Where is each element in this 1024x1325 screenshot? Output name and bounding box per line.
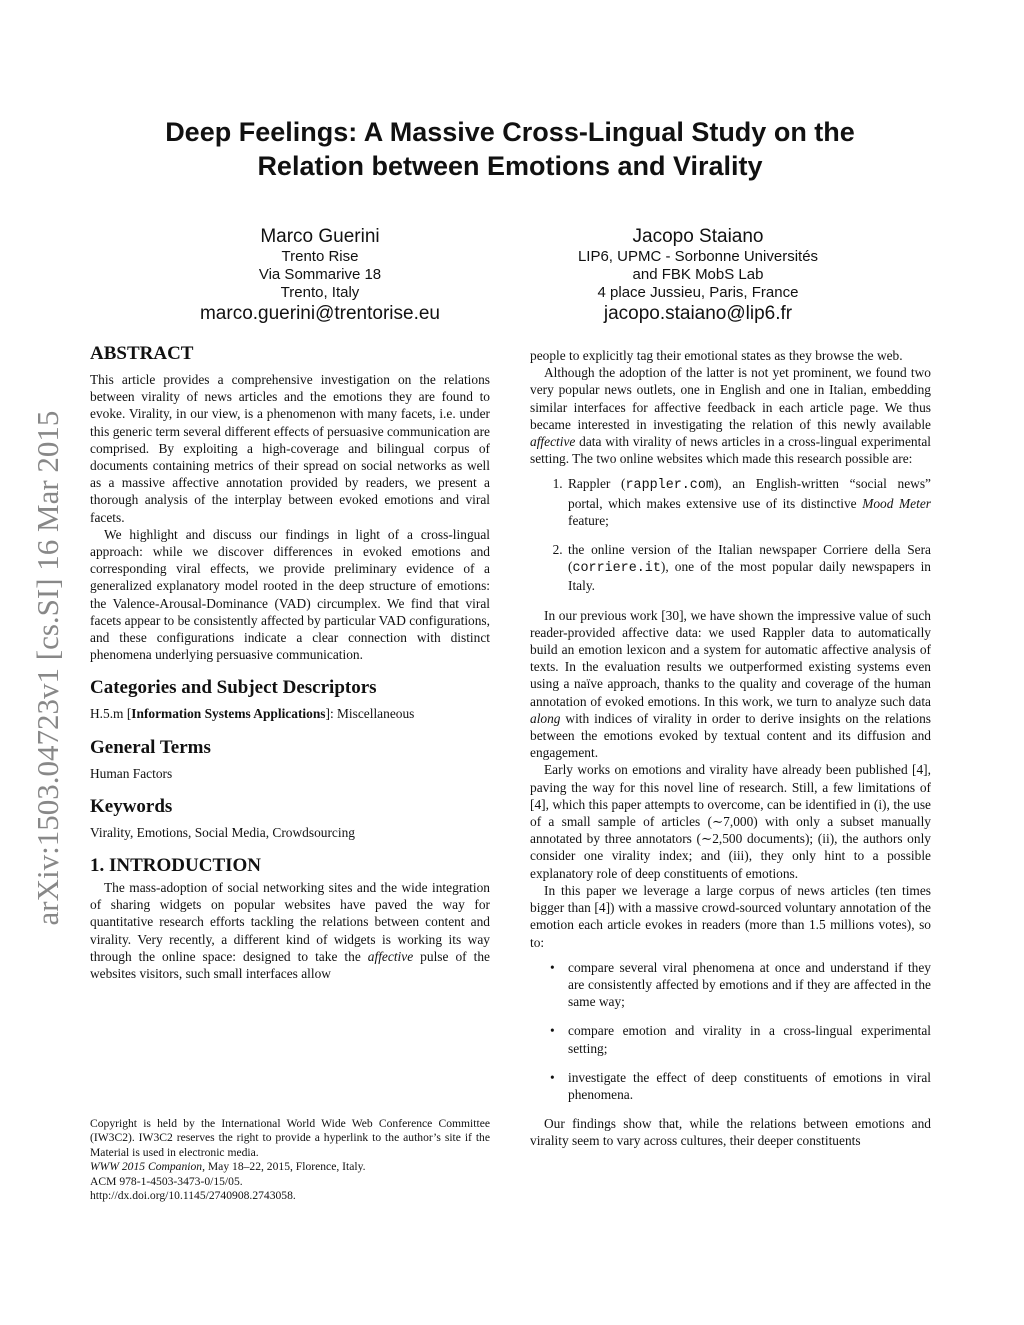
venue-text: WWW 2015 Companion, May 18–22, 2015, Florence, Italy. <box>90 1160 366 1174</box>
author-affiliation-line: Trento Rise <box>281 248 359 265</box>
keywords-heading: Keywords <box>90 795 173 817</box>
bullet-icon: • <box>550 959 555 975</box>
author-block-1 <box>150 226 490 326</box>
general-terms-text: Human Factors <box>90 765 173 781</box>
author-affiliation-line: 4 place Jussieu, Paris, France <box>597 284 799 301</box>
abstract-heading: ABSTRACT <box>90 343 194 364</box>
body-paragraph: Although the adoption of the latter is not yet prominent, we found two very popular news outlets, one in English and one in Italian, embedding similar interfaces for affective feedback in each article page. We thus became interested in investigating the relation of this newly available affective data with virality of news articles in a cross-lingual experimental setting. The two online websites which made this research possible are: <box>530 365 931 467</box>
introduction-paragraph: The mass-adoption of social networking sites and the wide integration of sharing widgets on popular websites have paved the way for quantitative research efforts tackling the relations between content and virality. Very recently, a different kind of widgets is working its way through the online space: designed to take the affective pulse of the websites visitors, such small interfaces allow <box>90 880 490 982</box>
bullet-icon: • <box>550 1069 555 1085</box>
list-item: 2. the online version of the Italian newspaper Corriere della Sera (corriere.it), one of the most popular daily newspapers in Italy. <box>566 541 931 595</box>
author-name: Marco Guerini <box>260 226 380 247</box>
categories-text: H.5.m [Information Systems Applications]: Miscellaneous <box>90 706 415 722</box>
copyright-text: Copyright is held by the International World Wide Web Conference Committee (IW3C2). IW3C2 reserves the right to provide a hyperlink to the author’s site if the Material is used in electronic media. <box>90 1117 490 1159</box>
body-paragraph: people to explicitly tag their emotional states as they browse the web. <box>530 348 903 363</box>
list-item: • compare several viral phenomena at once and understand if they are consistently affected by emotions and if they are affected in the same way; <box>550 959 931 1010</box>
body-paragraph: Early works on emotions and virality have already been published [4], paving the way for this novel line of research. Still, a few limitations of [4], which this paper attempts to overcome, can be identified in (i), the use of a small sample of articles (∼7,000) with only a subset manually annotated by three annotators (∼2,500 documents); (ii), the authors only consider one virality index; and (iii), they only hint to a possible explanatory role of deep constituents of emotions. <box>530 762 931 881</box>
introduction-heading: 1. INTRODUCTION <box>90 855 262 877</box>
list-item: • investigate the effect of deep constituents of emotions in viral phenomena. <box>550 1069 931 1102</box>
keywords-text: Virality, Emotions, Social Media, Crowdsourcing <box>90 824 355 840</box>
title-line-1: Deep Feelings: A Massive Cross-Lingual Study on the <box>165 117 855 147</box>
author-email: jacopo.staiano@lip6.fr <box>603 303 793 324</box>
copyright-notice <box>90 1117 490 1203</box>
paper-title <box>90 115 930 183</box>
acm-text: ACM 978-1-4503-3473-0/15/05. <box>90 1174 243 1188</box>
author-affiliation-line: Trento, Italy <box>280 284 360 301</box>
body-paragraph: In this paper we leverage a large corpus of news articles (ten times bigger than [4]) with a massive crowd-sourced voluntary annotation of the emotion each article evokes in readers (more than 1.5 millions votes), so to: <box>530 882 931 950</box>
general-terms-heading: General Terms <box>90 736 211 758</box>
author-email: marco.guerini@trentorise.eu <box>199 303 440 324</box>
abstract-paragraph: This article provides a comprehensive investigation on the relations between virality of news articles and the emotions they are found to evoke. Virality, in our view, is a phenomenon with many facets, i.e. under this generic term several different effects of persuasive communication are comprised. By exploiting a high-coverage and bilingual corpus of documents containing metrics of their spread on social networks as well as a massive affective annotation provided by readers, we present a thorough analysis of the interplay between evoked emotions and viral facets. <box>90 372 490 525</box>
doi-text: http://dx.doi.org/10.1145/2740908.2743058. <box>90 1189 296 1203</box>
categories-heading: Categories and Subject Descriptors <box>90 677 377 699</box>
right-column <box>530 347 931 1150</box>
title-line-2: Relation between Emotions and Virality <box>257 151 763 181</box>
website-list <box>530 475 931 594</box>
left-column <box>90 343 490 982</box>
list-item: • compare emotion and virality in a cross-lingual experimental setting; <box>550 1023 931 1056</box>
body-paragraph: Our findings show that, while the relations between emotions and virality seem to vary across cultures, their deeper constituents <box>530 1116 931 1149</box>
body-paragraph: In our previous work [30], we have shown the impressive value of such reader-provided affective data: we used Rappler data to automatically build an emotion lexicon and a system for automatic affective analysis of texts. In the evaluation results we outperformed existing systems even using a naïve approach, thanks to the quality and coverage of the human annotation of evoked emotions. In this work, we turn to analyze such data along with indices of virality in order to derive insights on the relations between the emotions evoked by textual content and its diffusion and engagement. <box>530 607 931 761</box>
author-affiliation-line: and FBK MobS Lab <box>632 266 764 283</box>
bullet-icon: • <box>550 1023 555 1039</box>
goals-list <box>530 959 931 1103</box>
author-block-2 <box>528 226 868 326</box>
abstract-paragraph: We highlight and discuss our findings in light of a cross-lingual approach: while we discover differences in evoked emotions and corresponding viral effects, we provide preliminary evidence of a generalized explanatory model rooted in the deep structure of emotions: the Valence-Arousal-Dominance (VAD) circumplex. We find that viral facets appear to be consistently affected by particular VAD configurations, and these configurations indicate a clear connection with distinct phenomena underlying persuasive communication. <box>90 526 490 663</box>
arxiv-stamp: arXiv:1503.04723v1 [cs.SI] 16 Mar 2015 <box>30 410 65 926</box>
author-affiliation-line: Via Sommarive 18 <box>258 266 382 283</box>
author-affiliation-line: LIP6, UPMC - Sorbonne Universités <box>577 248 819 265</box>
author-name: Jacopo Staiano <box>632 226 764 247</box>
list-item: 1. Rappler (rappler.com), an English-written “social news” portal, which makes extensive use of its distinctive Mood Meter feature; <box>566 475 931 529</box>
